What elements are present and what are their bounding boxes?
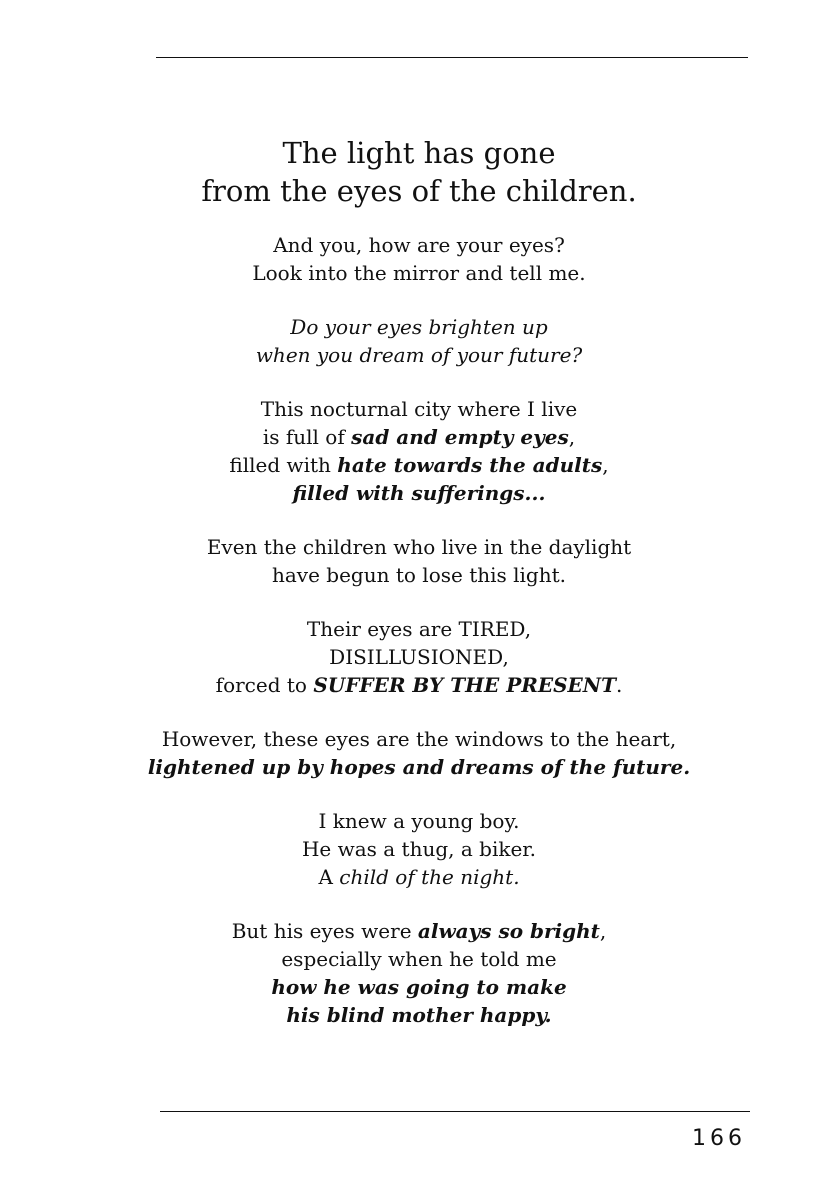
poem-line (0, 863, 838, 891)
text-segment: how he was going to make (271, 975, 567, 999)
poem-body (0, 231, 838, 1029)
poem-line (0, 1001, 838, 1029)
text-segment: filled with sufferings... (292, 481, 546, 505)
text-segment: DISILLUSIONED, (329, 645, 509, 669)
text-segment: especially when he told me (281, 947, 557, 971)
poem-line (0, 479, 838, 507)
poem-line (0, 725, 838, 753)
poem-line (0, 533, 838, 561)
poem-line (0, 561, 838, 589)
stanza (0, 807, 838, 891)
text-segment: Do your eyes brighten up (290, 315, 548, 339)
poem-line (0, 451, 838, 479)
poem (0, 134, 838, 1055)
text-segment: child of the night. (339, 865, 520, 889)
poem-title (0, 134, 838, 210)
stanza (0, 313, 838, 369)
poem-line (0, 753, 838, 781)
text-segment: lightened up by hopes and dreams of the future. (147, 755, 691, 779)
title-line: The light has gone (282, 136, 556, 170)
stanza (0, 231, 838, 287)
text-segment: is full of (262, 425, 352, 449)
bottom-rule (160, 1111, 750, 1112)
title-line: from the eyes of the children. (201, 174, 637, 208)
poem-line (0, 835, 838, 863)
text-segment: filled with (229, 453, 338, 477)
text-segment: A (318, 865, 340, 889)
poem-line (0, 671, 838, 699)
stanza (0, 533, 838, 589)
text-segment: when you dream of your future? (255, 343, 583, 367)
text-segment: This nocturnal city where I live (260, 397, 578, 421)
text-segment: , (599, 919, 607, 943)
poem-line (0, 395, 838, 423)
poem-line (0, 231, 838, 259)
text-segment: However, these eyes are the windows to the heart, (161, 727, 677, 751)
stanza (0, 395, 838, 507)
stanza (0, 917, 838, 1029)
poem-line (0, 643, 838, 671)
text-segment: hate towards the adults (337, 453, 603, 477)
text-segment: . (615, 673, 623, 697)
poem-line (0, 807, 838, 835)
poem-line (0, 313, 838, 341)
poem-line (0, 615, 838, 643)
stanza (0, 725, 838, 781)
poem-line (0, 423, 838, 451)
text-segment: his blind mother happy. (286, 1003, 552, 1027)
text-segment: always so bright (417, 919, 600, 943)
text-segment: He was a thug, a biker. (301, 837, 537, 861)
stanza (0, 615, 838, 699)
text-segment: sad and empty eyes (351, 425, 569, 449)
page-number: 166 (692, 1126, 746, 1151)
text-segment: , (568, 425, 576, 449)
poem-line (0, 917, 838, 945)
text-segment: have begun to lose this light. (272, 563, 566, 587)
top-rule (156, 57, 748, 58)
poem-line (0, 259, 838, 287)
text-segment: Look into the mirror and tell me. (252, 261, 586, 285)
text-segment: Their eyes are TIRED, (306, 617, 532, 641)
text-segment: forced to (215, 673, 314, 697)
text-segment: Even the children who live in the daylight (206, 535, 632, 559)
poem-line (0, 945, 838, 973)
poem-line (0, 341, 838, 369)
text-segment: But his eyes were (231, 919, 418, 943)
text-segment: , (602, 453, 609, 477)
text-segment: And you, how are your eyes? (273, 233, 565, 257)
text-segment: SUFFER BY THE PRESENT (313, 673, 616, 697)
poem-line (0, 973, 838, 1001)
text-segment: I knew a young boy. (318, 809, 520, 833)
